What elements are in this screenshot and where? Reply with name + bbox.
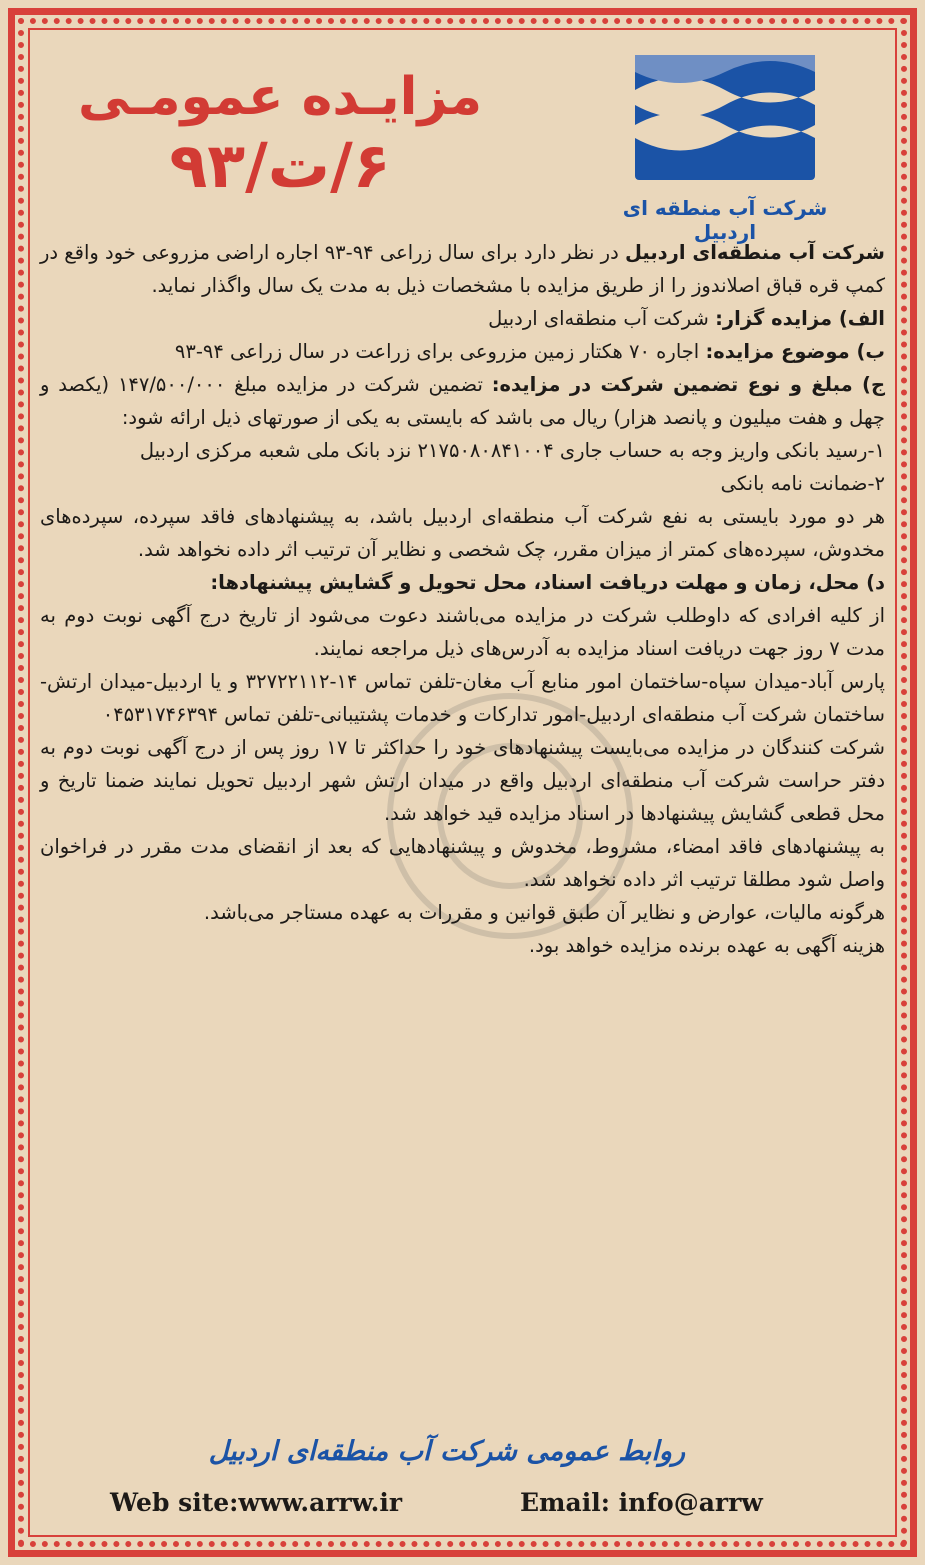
logo-company-name: شرکت آب منطقه ای اردبیل <box>622 196 828 244</box>
section-b-label: ب) موضوع مزایده: <box>705 340 885 363</box>
section-d-text: از کلیه افرادی که داوطلب شرکت در مزایده می‌باشند دعوت می‌شود از تاریخ درج آگهی نوبت دوم به مدت ۷ روز جهت دریافت اسناد مزایده به آدرس‌های ذیل مراجعه نمایند. <box>40 604 885 660</box>
section-d-label: د) محل، زمان و مهلت دریافت اسناد، محل تحویل و گشایش پیشنهادها: <box>210 571 885 594</box>
invalid-bids-paragraph: به پیشنهادهای فاقد امضاء، مشروط، مخدوش و پیشنهادهایی که بعد از انقضای مدت مقرر در فراخوان واصل شود مطلقا ترتیب اثر داده نخواهد شد. <box>40 835 885 891</box>
title-block <box>50 66 510 246</box>
deadline-paragraph: شرکت کنندگان در مزایده می‌بایست پیشنهادهای خود را حداکثر تا ۱۷ روز پس از درج آگهی نوبت دوم به دفتر حراست شرکت آب منطقه‌ای اردبیل واقع در میدان ارتش شهر اردبیل تحویل نمایند ضمنا تاریخ و محل قطعی گشایش پیشنهادها در اسناد مزایده قید خواهد شد. <box>40 736 885 825</box>
section-d-address: پارس آباد-میدان سپاه-ساختمان امور منابع آب مغان-تلفن تماس ۱۴-۳۲۷۲۲۱۱۲ و یا اردبیل-میدان ارتش-ساختمان شرکت آب منطقه‌ای اردبیل-امور تدارکات و خدمات پشتیبانی-تلفن تماس ۰۴۵۳۱۷۴۶۳۹۴ <box>40 670 885 726</box>
cost-paragraph: هزینه آگهی به عهده برنده مزایده خواهد بود. <box>528 934 885 957</box>
intro-text: در نظر دارد برای سال زراعی ۹۴-۹۳ اجاره اراضی مزروعی خود واقع در کمپ قره قباق اصلاندوز را از طریق مزایده با مشخصات ذیل به مدت یک سال واگذار نماید. <box>40 241 885 297</box>
auction-title: مزایـده عمومـی <box>77 67 483 127</box>
tax-paragraph: هرگونه مالیات، عوارض و نظایر آن طبق قوانین و مقررات به عهده مستاجر می‌باشد. <box>203 901 885 924</box>
section-b <box>40 335 885 368</box>
section-a <box>40 302 885 335</box>
intro-company: شرکت آب منطقه‌ای اردبیل <box>624 241 885 264</box>
section-c-note: هر دو مورد بایستی به نفع شرکت آب منطقه‌ای اردبیل باشد، به پیشنهادهای فاقد سپرده، سپرده‌های مخدوش، سپرده‌های کمتر از میزان مقرر، چک شخصی و نظایر آن ترتیب اثر داده نخواهد شد. <box>40 505 885 561</box>
section-c-item-1: ۱-رسید بانکی واریز وجه به حساب جاری ۲۱۷۵۰۸۰۸۴۱۰۰۴ نزد بانک ملی شعبه مرکزی اردبیل <box>139 439 885 462</box>
water-waves-icon <box>625 50 825 190</box>
email-link[interactable]: Email: info@arrw <box>520 1488 763 1517</box>
intro-paragraph <box>40 236 885 302</box>
website-link[interactable]: Web site:www.arrw.ir <box>110 1488 403 1517</box>
section-a-label: الف) مزایده گزار: <box>715 307 885 330</box>
company-logo <box>605 50 845 250</box>
public-relations-signature: روابط عمومی شرکت آب منطقه‌ای اردبیل <box>208 1436 685 1467</box>
auction-number: ۶/ت/۹۳ <box>169 129 391 202</box>
section-a-text: شرکت آب منطقه‌ای اردبیل <box>488 307 716 330</box>
section-c-label: ج) مبلغ و نوع تضمین شرکت در مزایده: <box>491 373 885 396</box>
announcement-body <box>40 236 885 962</box>
section-b-text: اجاره ۷۰ هکتار زمین مزروعی برای زراعت در سال زراعی ۹۴-۹۳ <box>174 340 706 363</box>
section-c-text: تضمین شرکت در مزایده مبلغ ۱۴۷/۵۰۰/۰۰۰ (یکصد و چهل و هفت میلیون و پانصد هزار) ریال می باشد که بایستی به یکی از صورتهای ذیل ارائه شود: <box>40 373 885 429</box>
content <box>40 36 885 1526</box>
section-c <box>40 368 885 434</box>
section-c-item-2: ۲-ضمانت نامه بانکی <box>720 472 885 495</box>
